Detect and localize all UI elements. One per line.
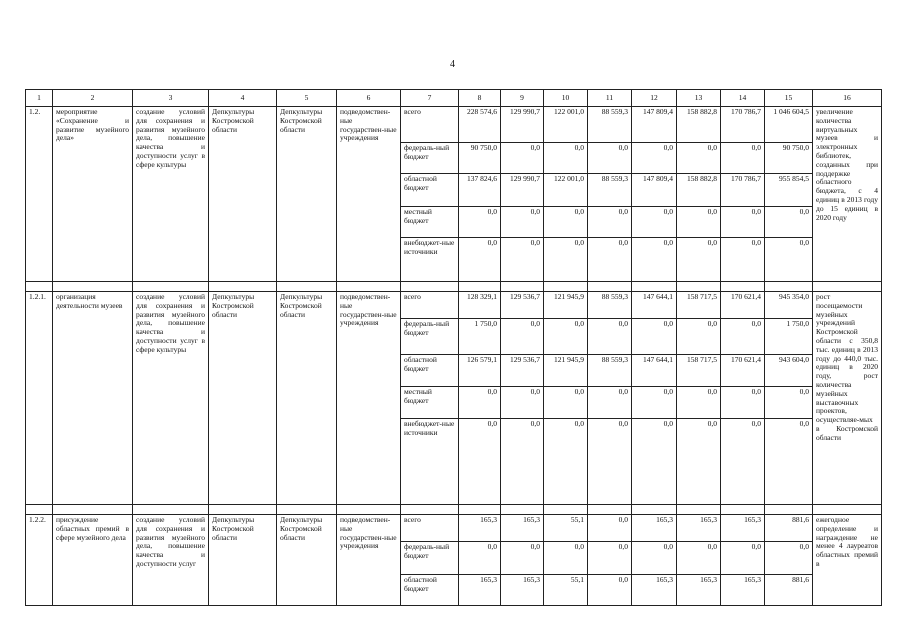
funding-value: 129 990,7: [501, 107, 544, 143]
separator-cell: [459, 282, 501, 292]
funding-value: 0,0: [459, 207, 501, 238]
funding-value: 90 750,0: [765, 143, 813, 174]
funding-value: 0,0: [677, 143, 721, 174]
funding-value: 0,0: [765, 419, 813, 505]
funding-value: 90 750,0: [459, 143, 501, 174]
funding-value: 0,0: [588, 207, 632, 238]
separator-cell: [337, 505, 401, 515]
activity-purpose: создание условий для сохранения и развития музейного дела, повышение качества и доступности услуг в сфере культуры: [133, 292, 209, 505]
separator-cell: [721, 505, 765, 515]
separator-cell: [544, 282, 588, 292]
funding-value: 0,0: [459, 542, 501, 575]
separator-cell: [813, 505, 882, 515]
funding-value: 0,0: [677, 387, 721, 419]
separator-cell: [209, 505, 277, 515]
column-header-4: 4: [209, 90, 277, 107]
funding-value: 1 046 604,5: [765, 107, 813, 143]
separator-cell: [588, 282, 632, 292]
funding-value: 0,0: [632, 143, 677, 174]
funding-source: местный бюджет: [401, 207, 459, 238]
separator-cell: [501, 282, 544, 292]
funding-value: 122 001,0: [544, 174, 588, 207]
group-separator-row: [26, 505, 882, 515]
activity-code: 1.2.2.: [26, 515, 53, 606]
activity-code: 1.2.1.: [26, 292, 53, 505]
funding-value: 158 717,5: [677, 355, 721, 387]
funding-source: внебюджет-ные источники: [401, 419, 459, 505]
funding-value: 0,0: [677, 319, 721, 355]
column-header-3: 3: [133, 90, 209, 107]
funding-value: 165,3: [632, 515, 677, 542]
funding-value: 88 559,3: [588, 107, 632, 143]
separator-cell: [133, 282, 209, 292]
column-header-7: 7: [401, 90, 459, 107]
funding-value: 55,1: [544, 515, 588, 542]
funding-value: 228 574,6: [459, 107, 501, 143]
funding-value: 129 536,7: [501, 292, 544, 319]
activity-purpose: создание условий для сохранения и развития музейного дела, повышение качества и доступности услуг: [133, 515, 209, 606]
separator-cell: [209, 282, 277, 292]
funding-value: 0,0: [721, 238, 765, 282]
separator-cell: [401, 282, 459, 292]
column-number-row: [26, 90, 882, 107]
column-header-13: 13: [677, 90, 721, 107]
funding-value: 147 644,1: [632, 355, 677, 387]
separator-cell: [765, 505, 813, 515]
funding-value: 0,0: [544, 387, 588, 419]
separator-cell: [133, 505, 209, 515]
funding-value: 0,0: [721, 387, 765, 419]
separator-cell: [501, 505, 544, 515]
separator-cell: [401, 505, 459, 515]
separator-cell: [53, 282, 133, 292]
funding-value: 1 750,0: [765, 319, 813, 355]
funding-value: 0,0: [721, 207, 765, 238]
funding-value: 0,0: [588, 143, 632, 174]
column-header-2: 2: [53, 90, 133, 107]
separator-cell: [459, 505, 501, 515]
column-header-5: 5: [277, 90, 337, 107]
funding-value: 0,0: [544, 207, 588, 238]
table-row: [26, 515, 882, 542]
activity-recipients: подведомствен-ные государствен-ные учреждения: [337, 107, 401, 282]
column-header-16: 16: [813, 90, 882, 107]
funding-value: 0,0: [588, 575, 632, 606]
funding-value: 0,0: [501, 207, 544, 238]
funding-value: 0,0: [677, 238, 721, 282]
funding-value: 0,0: [501, 238, 544, 282]
separator-cell: [632, 282, 677, 292]
funding-value: 0,0: [501, 319, 544, 355]
funding-value: 0,0: [544, 319, 588, 355]
funding-value: 0,0: [459, 238, 501, 282]
funding-value: 0,0: [588, 542, 632, 575]
funding-value: 0,0: [544, 542, 588, 575]
activity-executor: Депкультуры Костромской области: [209, 292, 277, 505]
activity-recipients: подведомствен-ные государствен-ные учреждения: [337, 292, 401, 505]
funding-value: 165,3: [459, 515, 501, 542]
budget-table: [25, 89, 882, 606]
separator-cell: [677, 282, 721, 292]
funding-value: 128 329,1: [459, 292, 501, 319]
funding-value: 0,0: [459, 387, 501, 419]
funding-source: областной бюджет: [401, 575, 459, 606]
funding-value: 0,0: [588, 419, 632, 505]
activity-name: мероприятие «Сохранение и развитие музейного дела»: [53, 107, 133, 282]
funding-value: 158 882,8: [677, 174, 721, 207]
group-separator-row: [26, 282, 882, 292]
funding-value: 0,0: [677, 542, 721, 575]
funding-value: 0,0: [501, 143, 544, 174]
funding-value: 0,0: [459, 419, 501, 505]
funding-value: 165,3: [721, 515, 765, 542]
funding-value: 55,1: [544, 575, 588, 606]
funding-value: 165,3: [677, 575, 721, 606]
column-header-10: 10: [544, 90, 588, 107]
funding-value: 0,0: [677, 419, 721, 505]
funding-value: 0,0: [677, 207, 721, 238]
funding-source: федераль-ный бюджет: [401, 542, 459, 575]
activity-name: организация деятельности музеев: [53, 292, 133, 505]
expected-result: ежегодное определение и награждение не менее 4 лауреатов областных премий в: [813, 515, 882, 606]
funding-value: 137 824,6: [459, 174, 501, 207]
funding-value: 165,3: [632, 575, 677, 606]
activity-name: присуждение областных премий в сфере музейного дела: [53, 515, 133, 606]
funding-value: 170 786,7: [721, 174, 765, 207]
funding-value: 88 559,3: [588, 292, 632, 319]
separator-cell: [721, 282, 765, 292]
funding-source: внебюджет-ные источники: [401, 238, 459, 282]
funding-value: 0,0: [632, 238, 677, 282]
funding-value: 0,0: [544, 143, 588, 174]
funding-value: 1 750,0: [459, 319, 501, 355]
activity-coexecutor: Депкультуры Костромской области: [277, 515, 337, 606]
funding-value: 0,0: [632, 207, 677, 238]
activity-code: 1.2.: [26, 107, 53, 282]
funding-value: 165,3: [501, 515, 544, 542]
separator-cell: [588, 505, 632, 515]
funding-value: 121 945,9: [544, 292, 588, 319]
table-row: [26, 292, 882, 319]
funding-value: 0,0: [544, 238, 588, 282]
funding-value: 881,6: [765, 575, 813, 606]
funding-value: 165,3: [721, 575, 765, 606]
funding-value: 170 786,7: [721, 107, 765, 143]
separator-cell: [765, 282, 813, 292]
separator-cell: [277, 282, 337, 292]
funding-value: 147 809,4: [632, 107, 677, 143]
column-header-14: 14: [721, 90, 765, 107]
funding-value: 0,0: [765, 238, 813, 282]
funding-value: 0,0: [632, 319, 677, 355]
separator-cell: [277, 505, 337, 515]
funding-value: 0,0: [721, 319, 765, 355]
separator-cell: [632, 505, 677, 515]
funding-value: 0,0: [632, 419, 677, 505]
funding-value: 88 559,3: [588, 174, 632, 207]
funding-value: 945 354,0: [765, 292, 813, 319]
funding-source: областной бюджет: [401, 174, 459, 207]
funding-value: 129 536,7: [501, 355, 544, 387]
funding-value: 0,0: [588, 319, 632, 355]
funding-source: местный бюджет: [401, 387, 459, 419]
funding-source: областной бюджет: [401, 355, 459, 387]
funding-value: 0,0: [501, 542, 544, 575]
activity-executor: Депкультуры Костромской области: [209, 107, 277, 282]
funding-value: 122 001,0: [544, 107, 588, 143]
separator-cell: [26, 282, 53, 292]
funding-value: 126 579,1: [459, 355, 501, 387]
funding-value: 0,0: [721, 143, 765, 174]
funding-value: 147 809,4: [632, 174, 677, 207]
funding-value: 0,0: [501, 419, 544, 505]
funding-value: 881,6: [765, 515, 813, 542]
activity-purpose: создание условий для сохранения и развития музейного дела, повышение качества и доступности услуг в сфере культуры: [133, 107, 209, 282]
column-header-15: 15: [765, 90, 813, 107]
funding-value: 0,0: [588, 387, 632, 419]
activity-coexecutor: Депкультуры Костромской области: [277, 107, 337, 282]
column-header-6: 6: [337, 90, 401, 107]
expected-result: увеличение количества виртуальных музеев и электронных библиотек, созданных при поддержке областного бюджета, с 4 единиц в 2013 году до 15 единиц в 2020 году: [813, 107, 882, 282]
funding-value: 0,0: [721, 542, 765, 575]
column-header-9: 9: [501, 90, 544, 107]
separator-cell: [677, 505, 721, 515]
funding-source: федераль-ный бюджет: [401, 319, 459, 355]
funding-value: 0,0: [632, 387, 677, 419]
separator-cell: [544, 505, 588, 515]
funding-value: 88 559,3: [588, 355, 632, 387]
funding-value: 0,0: [544, 419, 588, 505]
funding-source: всего: [401, 107, 459, 143]
column-header-8: 8: [459, 90, 501, 107]
funding-value: 147 644,1: [632, 292, 677, 319]
funding-source: всего: [401, 292, 459, 319]
funding-value: 955 854,5: [765, 174, 813, 207]
funding-value: 158 882,8: [677, 107, 721, 143]
funding-value: 165,3: [501, 575, 544, 606]
column-header-12: 12: [632, 90, 677, 107]
funding-value: 0,0: [501, 387, 544, 419]
funding-value: 129 990,7: [501, 174, 544, 207]
funding-value: 0,0: [588, 515, 632, 542]
funding-value: 0,0: [721, 419, 765, 505]
funding-value: 0,0: [632, 542, 677, 575]
funding-value: 0,0: [588, 238, 632, 282]
column-header-1: 1: [26, 90, 53, 107]
funding-value: 121 945,9: [544, 355, 588, 387]
funding-value: 165,3: [459, 575, 501, 606]
expected-result: рост посещаемости музейных учреждений Костромской области с 350,8 тыс. единиц в 2013 году до 440,0 тыс. единиц в 2020 году, рост количества музейных выставочных проектов, осуществляе-мых в Костромской области: [813, 292, 882, 505]
separator-cell: [813, 282, 882, 292]
activity-executor: Депкультуры Костромской области: [209, 515, 277, 606]
funding-value: 0,0: [765, 542, 813, 575]
column-header-11: 11: [588, 90, 632, 107]
funding-value: 170 621,4: [721, 292, 765, 319]
funding-value: 158 717,5: [677, 292, 721, 319]
funding-value: 0,0: [765, 207, 813, 238]
separator-cell: [53, 505, 133, 515]
funding-value: 943 604,0: [765, 355, 813, 387]
funding-value: 0,0: [765, 387, 813, 419]
table-row: [26, 107, 882, 143]
page-number: 4: [450, 59, 455, 70]
funding-source: федераль-ный бюджет: [401, 143, 459, 174]
activity-recipients: подведомствен-ные государствен-ные учреждения: [337, 515, 401, 606]
funding-value: 165,3: [677, 515, 721, 542]
separator-cell: [26, 505, 53, 515]
funding-source: всего: [401, 515, 459, 542]
activity-coexecutor: Депкультуры Костромской области: [277, 292, 337, 505]
separator-cell: [337, 282, 401, 292]
funding-value: 170 621,4: [721, 355, 765, 387]
